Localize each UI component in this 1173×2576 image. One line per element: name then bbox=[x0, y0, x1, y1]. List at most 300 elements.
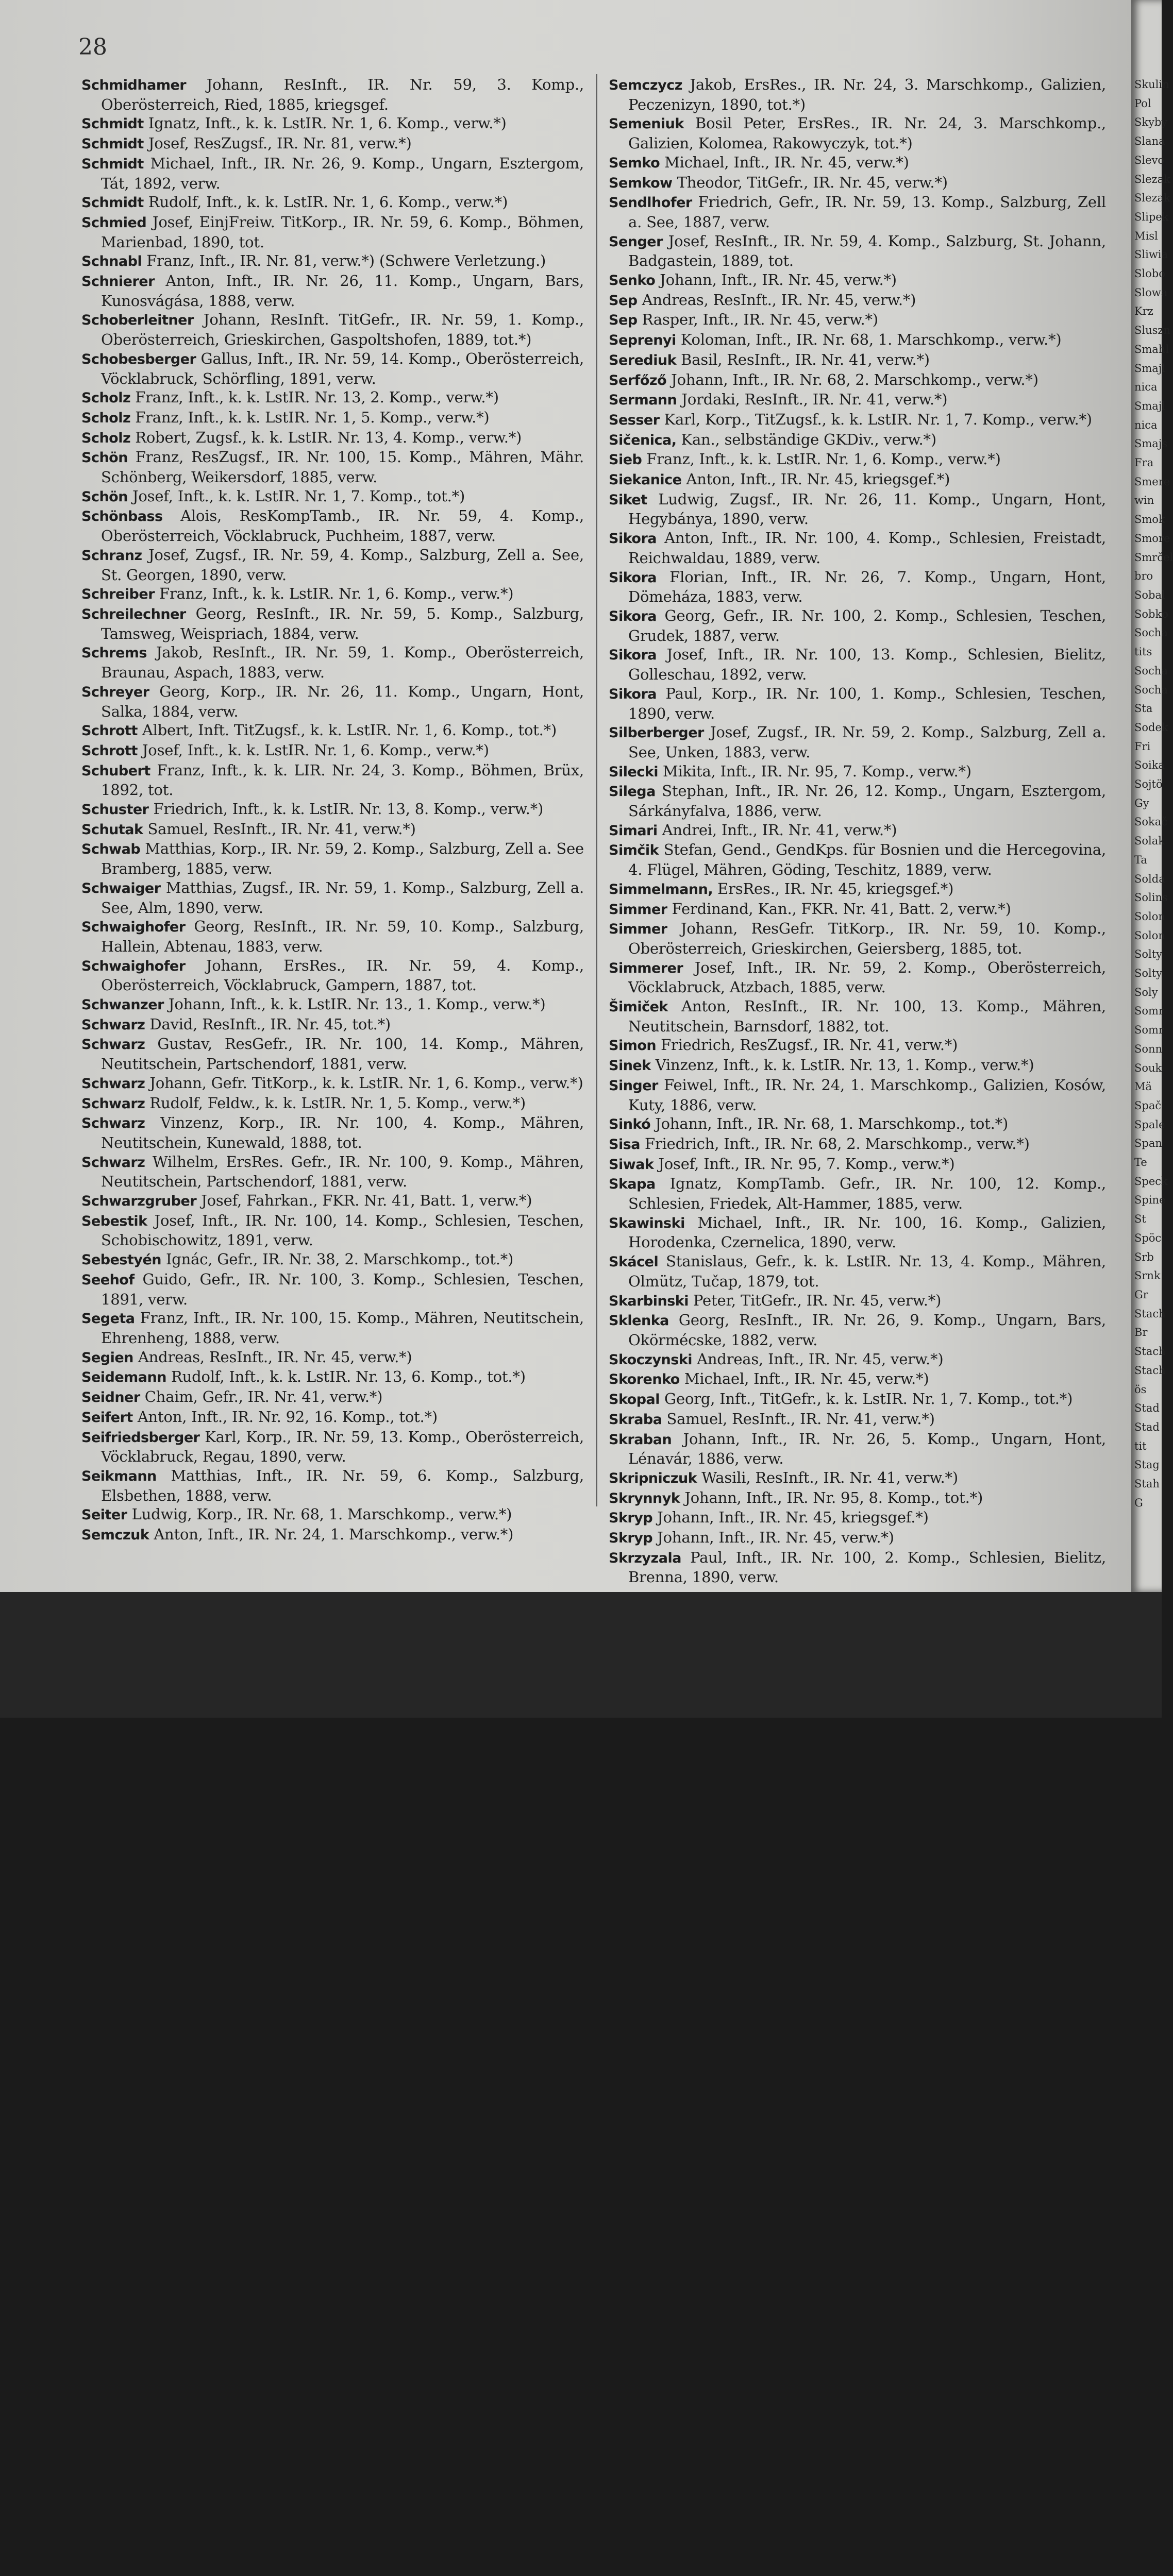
entry-details: Johann, Gefr. TitKorp., k. k. LstIR. Nr. 1, 6. Komp., verw.*) bbox=[145, 1074, 583, 1092]
entry-details: Josef, Zugsf., IR. Nr. 59, 4. Komp., Salzburg, Zell a. See, St. Georgen, 1890, verw. bbox=[101, 546, 584, 584]
register-entry bbox=[609, 330, 1106, 350]
next-page-fragment: Solins bbox=[1134, 891, 1168, 904]
entry-details: Josef, Inft., IR. Nr. 100, 13. Komp., Schlesien, Bielitz, Golleschau, 1892, verw. bbox=[628, 646, 1106, 684]
entry-surname: Skraban bbox=[609, 1431, 672, 1448]
next-page-fragment: Smrčel bbox=[1134, 551, 1173, 564]
next-page-fragment: Smore bbox=[1134, 532, 1170, 545]
entry-surname: Schranz bbox=[81, 547, 142, 564]
entry-surname: Seifriedsberger bbox=[81, 1429, 200, 1446]
entry-details: Ignatz, KompTamb. Gefr., IR. Nr. 100, 12. Komp., Schlesien, Friedek, Alt-Hammer, 1885, verw. bbox=[628, 1175, 1106, 1213]
entry-details: Georg, Inft., TitGefr., k. k. LstIR. Nr. 1, 7. Komp., tot.*) bbox=[660, 1390, 1073, 1408]
entry-surname: Schrott bbox=[81, 723, 138, 739]
register-entry bbox=[81, 1191, 584, 1211]
entry-details: Jakob, ErsRes., IR. Nr. 24, 3. Marschkomp., Galizien, Peczenizyn, 1890, tot.*) bbox=[628, 76, 1106, 113]
entry-surname: Schuster bbox=[81, 802, 149, 818]
entry-details: Mikita, Inft., IR. Nr. 95, 7. Komp., verw.*) bbox=[658, 762, 971, 780]
entry-details: Josef, EinjFreiw. TitKorp., IR. Nr. 59, 6. Komp., Böhmen, Marienbad, 1890, tot. bbox=[101, 213, 584, 251]
next-page-fragment: Br bbox=[1134, 1326, 1148, 1339]
entry-details: Franz, Inft., k. k. LstIR. Nr. 1, 6. Komp., verw.*) bbox=[642, 450, 1001, 468]
entry-details: Stanislaus, Gefr., k. k. LstIR. Nr. 13, 4. Komp., Mähren, Olmütz, Tučap, 1879, tot. bbox=[628, 1252, 1106, 1290]
register-entry bbox=[81, 800, 584, 820]
register-entry bbox=[81, 1428, 584, 1466]
next-page-fragment: Misl bbox=[1134, 229, 1158, 242]
next-page-fragment: Smajl bbox=[1134, 362, 1166, 375]
entry-details: Anton, Inft., IR. Nr. 92, 16. Komp., tot.*) bbox=[132, 1408, 438, 1426]
entry-details: Franz, Inft., k. k. LstIR. Nr. 1, 5. Komp., verw.*) bbox=[130, 408, 490, 426]
entry-details: Michael, Inft., IR. Nr. 45, verw.*) bbox=[679, 1370, 929, 1388]
entry-surname: Šimiček bbox=[609, 999, 668, 1015]
next-page-fragment: Speck bbox=[1134, 1175, 1168, 1188]
entry-details: Jakob, ResInft., IR. Nr. 59, 1. Komp., Oberösterreich, Braunau, Aspach, 1883, verw. bbox=[101, 643, 584, 682]
register-entry bbox=[81, 349, 584, 388]
next-page-fragment: Srb bbox=[1134, 1250, 1154, 1263]
register-entry bbox=[609, 490, 1106, 529]
register-entry bbox=[609, 410, 1106, 430]
entry-surname: Schwanzer bbox=[81, 997, 164, 1013]
entry-surname: Sep bbox=[609, 292, 638, 309]
next-page-fragment: Ta bbox=[1134, 853, 1147, 866]
entry-details: Andreas, ResInft., IR. Nr. 45, verw.*) bbox=[133, 1348, 412, 1366]
entry-surname: Schmied bbox=[81, 214, 147, 231]
entry-details: Rasper, Inft., IR. Nr. 45, verw.*) bbox=[637, 311, 878, 329]
register-entry bbox=[609, 723, 1106, 761]
register-entry bbox=[81, 584, 584, 604]
entry-details: Friedrich, ResZugsf., IR. Nr. 41, verw.*) bbox=[656, 1036, 958, 1054]
register-entry bbox=[609, 1410, 1106, 1430]
entry-surname: Schön bbox=[81, 450, 128, 466]
entry-surname: Simmerer bbox=[609, 960, 683, 976]
next-page-fragment: Krz bbox=[1134, 305, 1153, 318]
register-entry bbox=[81, 1408, 584, 1428]
register-entry bbox=[609, 821, 1106, 841]
entry-details: Matthias, Zugsf., IR. Nr. 59, 1. Komp., Salzburg, Zell a. See, Alm, 1890, verw. bbox=[101, 878, 584, 917]
entry-surname: Serediuk bbox=[609, 352, 677, 368]
register-entry bbox=[609, 114, 1106, 152]
entry-surname: Sebestyén bbox=[81, 1252, 162, 1268]
register-entry bbox=[609, 1468, 1106, 1488]
next-page-fragment: Soly bbox=[1134, 986, 1158, 998]
entry-details: Florian, Inft., IR. Nr. 26, 7. Komp., Ungarn, Hont, Dömeháza, 1883, verw. bbox=[628, 568, 1106, 606]
register-entry bbox=[81, 878, 584, 917]
entry-details: Ignatz, Inft., k. k. LstIR. Nr. 1, 6. Komp., verw.*) bbox=[143, 114, 507, 132]
entry-details: Georg, ResInft., IR. Nr. 59, 5. Komp., Salzburg, Tamsweg, Weispriach, 1884, verw. bbox=[101, 604, 584, 642]
entry-details: Franz, Inft., IR. Nr. 81, verw.*) (Schwere Verletzung.) bbox=[142, 252, 546, 270]
next-page-fragment: Stach bbox=[1134, 1364, 1166, 1377]
register-entry bbox=[81, 682, 584, 721]
register-entry bbox=[609, 390, 1106, 410]
entry-surname: Schwab bbox=[81, 841, 141, 858]
entry-details: Johann, ResInft. TitGefr., IR. Nr. 59, 1. Komp., Oberösterreich, Grieskirchen, Gaspoltshofen, 1889, tot.*) bbox=[101, 311, 584, 349]
next-page-fragment: Gy bbox=[1134, 796, 1149, 809]
register-entry bbox=[609, 879, 1106, 900]
entry-details: Peter, TitGefr., IR. Nr. 45, verw.*) bbox=[689, 1291, 942, 1309]
register-entry bbox=[81, 1466, 584, 1505]
entry-surname: Schmidt bbox=[81, 195, 144, 211]
entry-details: Gallus, Inft., IR. Nr. 59, 14. Komp., Oberösterreich, Vöcklabruck, Schörfling, 1891, verw. bbox=[101, 349, 584, 387]
entry-surname: Segien bbox=[81, 1349, 133, 1366]
entry-details: Jordaki, ResInft., IR. Nr. 41, verw.*) bbox=[677, 391, 948, 409]
entry-details: Andreas, ResInft., IR. Nr. 45, verw.*) bbox=[637, 291, 916, 309]
entry-surname: Schwarz bbox=[81, 1037, 145, 1053]
register-entry bbox=[81, 310, 584, 349]
next-page-fragment: Solty bbox=[1134, 967, 1163, 980]
next-page-fragment: Spač bbox=[1134, 1099, 1162, 1112]
entry-surname: Schreiber bbox=[81, 586, 155, 603]
entry-details: Georg, ResInft., IR. Nr. 26, 9. Komp., Ungarn, Bars, Okörmécske, 1882, verw. bbox=[628, 1311, 1106, 1349]
entry-surname: Scholz bbox=[81, 410, 131, 426]
register-entry bbox=[609, 1076, 1106, 1114]
entry-details: Ignác, Gefr., IR. Nr. 38, 2. Marschkomp., tot.*) bbox=[161, 1250, 514, 1268]
register-entry bbox=[81, 995, 584, 1015]
next-page-fragment: Solon bbox=[1134, 929, 1165, 942]
next-page-fragment: bro bbox=[1134, 570, 1153, 583]
register-entry bbox=[609, 568, 1106, 606]
register-entry bbox=[81, 272, 584, 310]
register-entry bbox=[81, 1113, 584, 1152]
next-page-fragment: Stah bbox=[1134, 1478, 1160, 1490]
entry-surname: Simmer bbox=[609, 901, 667, 918]
register-entry bbox=[81, 388, 584, 408]
entry-details: Friedrich, Inft., IR. Nr. 68, 2. Marschkomp., verw.*) bbox=[640, 1134, 1030, 1153]
next-page-fragment: Slezak bbox=[1134, 192, 1170, 205]
entry-details: Josef, Zugsf., IR. Nr. 59, 2. Komp., Salzburg, Zell a. See, Unken, 1883, verw. bbox=[628, 723, 1106, 761]
entry-surname: Siekanice bbox=[609, 472, 682, 488]
next-page-fragment: Slobo bbox=[1134, 267, 1165, 280]
entry-surname: Seidner bbox=[81, 1389, 140, 1406]
next-page-fragment: St bbox=[1134, 1213, 1146, 1226]
register-entry bbox=[609, 606, 1106, 645]
entry-details: Matthias, Inft., IR. Nr. 59, 6. Komp., Salzburg, Elsbethen, 1888, verw. bbox=[101, 1466, 584, 1504]
register-entry bbox=[81, 1211, 584, 1250]
next-page-fragment: tits bbox=[1134, 646, 1152, 658]
entry-surname: Scholz bbox=[81, 390, 131, 406]
entry-surname: Sikora bbox=[609, 647, 657, 664]
next-page-fragment: Socha bbox=[1134, 664, 1168, 677]
register-entry bbox=[81, 1387, 584, 1408]
column-divider bbox=[596, 74, 597, 1506]
entry-surname: Schreyer bbox=[81, 684, 149, 700]
entry-details: Johann, Inft., IR. Nr. 68, 2. Marschkomp., verw.*) bbox=[666, 370, 1038, 388]
next-page-fragment: Gr bbox=[1134, 1289, 1148, 1301]
next-page-fragment: Fri bbox=[1134, 740, 1151, 753]
register-entry bbox=[81, 1505, 584, 1525]
next-page-fragment: Sodek bbox=[1134, 721, 1168, 734]
register-entry bbox=[81, 1153, 584, 1191]
next-page-fragment: Soika bbox=[1134, 759, 1165, 772]
entry-surname: Schnabl bbox=[81, 253, 142, 270]
entry-surname: Schönbass bbox=[81, 509, 163, 525]
entry-surname: Skryp bbox=[609, 1530, 653, 1547]
entry-surname: Siwak bbox=[609, 1156, 654, 1173]
entry-details: Basil, ResInft., IR. Nr. 41, verw.*) bbox=[676, 350, 930, 368]
next-page-fragment: Slevo bbox=[1134, 154, 1165, 166]
entry-surname: Serfőző bbox=[609, 372, 667, 388]
entry-surname: Sičenica, bbox=[609, 432, 677, 448]
next-page-fragment: Smajl bbox=[1134, 399, 1166, 412]
entry-surname: Schnierer bbox=[81, 274, 155, 290]
register-entry bbox=[81, 643, 584, 682]
register-entry bbox=[609, 1548, 1106, 1587]
entry-details: Johann, ErsRes., IR. Nr. 59, 4. Komp., Oberösterreich, Vöcklabruck, Gampern, 1887, tot. bbox=[101, 956, 584, 994]
entry-surname: Sieb bbox=[609, 452, 642, 468]
entry-surname: Sep bbox=[609, 312, 638, 329]
next-page-fragment: Solak bbox=[1134, 835, 1165, 848]
entry-surname: Skácel bbox=[609, 1254, 659, 1270]
entry-details: Paul, Korp., IR. Nr. 100, 1. Komp., Schlesien, Teschen, 1890, verw. bbox=[628, 684, 1106, 722]
entry-details: Karl, Korp., TitZugsf., k. k. LstIR. Nr. 1, 7. Komp., verw.*) bbox=[659, 410, 1092, 428]
entry-details: Georg, Korp., IR. Nr. 26, 11. Komp., Ungarn, Hont, Salka, 1884, verw. bbox=[101, 682, 584, 720]
entry-surname: Semkow bbox=[609, 175, 673, 191]
next-page-fragment: Souk bbox=[1134, 1061, 1162, 1074]
register-entry bbox=[609, 1056, 1106, 1076]
register-entry bbox=[81, 604, 584, 643]
entry-surname: Semeniuk bbox=[609, 116, 684, 132]
next-page-fragment: Smahl bbox=[1134, 343, 1169, 355]
entry-details: Josef, Inft., IR. Nr. 100, 14. Komp., Schlesien, Teschen, Schobischowitz, 1891, verw. bbox=[101, 1211, 584, 1249]
register-entry bbox=[81, 820, 584, 840]
next-page-fragment: Smere bbox=[1134, 475, 1170, 488]
entry-surname: Seikmann bbox=[81, 1468, 157, 1484]
register-entry bbox=[609, 1155, 1106, 1175]
entry-details: Josef, Inft., k. k. LstIR. Nr. 1, 6. Komp., verw.*) bbox=[137, 741, 489, 759]
entry-details: Albert, Inft. TitZugsf., k. k. LstIR. Nr. 1, 6. Komp., tot.*) bbox=[137, 721, 557, 739]
entry-details: Vinzenz, Inft., k. k. LstIR. Nr. 13, 1. Komp., verw.*) bbox=[650, 1056, 1034, 1074]
entry-surname: Sikora bbox=[609, 569, 657, 586]
entry-surname: Schubert bbox=[81, 762, 150, 779]
entry-surname: Schmidt bbox=[81, 116, 144, 132]
entry-surname: Schwaiger bbox=[81, 880, 161, 896]
entry-details: Josef, Fahrkan., FKR. Nr. 41, Batt. 1, verw.*) bbox=[196, 1192, 532, 1210]
entry-surname: Senko bbox=[609, 273, 656, 289]
register-entry bbox=[81, 487, 584, 507]
entry-details: Samuel, ResInft., IR. Nr. 41, verw.*) bbox=[662, 1410, 935, 1428]
entry-details: Andrei, Inft., IR. Nr. 41, verw.*) bbox=[657, 821, 897, 839]
register-entry bbox=[609, 291, 1106, 311]
register-entry bbox=[81, 1035, 584, 1073]
entry-details: Franz, Inft., k. k. LstIR. Nr. 13, 2. Komp., verw.*) bbox=[130, 388, 499, 406]
register-entry bbox=[609, 430, 1106, 450]
entry-details: Wilhelm, ErsRes. Gefr., IR. Nr. 100, 9. Komp., Mähren, Neutitschein, Partschendorf, 1881, verw. bbox=[101, 1153, 584, 1191]
entry-surname: Singer bbox=[609, 1077, 658, 1094]
entry-details: Anton, Inft., IR. Nr. 26, 11. Komp., Ungarn, Bars, Kunosvágása, 1888, verw. bbox=[101, 272, 584, 310]
entry-details: Michael, Inft., IR. Nr. 45, verw.*) bbox=[660, 153, 909, 171]
register-entry bbox=[609, 370, 1106, 391]
entry-surname: Schwarz bbox=[81, 1154, 145, 1171]
register-entry bbox=[609, 645, 1106, 684]
entry-surname: Sikora bbox=[609, 686, 657, 702]
next-page-fragment: Sliwia bbox=[1134, 248, 1168, 261]
entry-surname: Sendlhofer bbox=[609, 195, 692, 211]
register-entry bbox=[609, 1430, 1106, 1468]
register-entry bbox=[609, 684, 1106, 723]
register-entry bbox=[81, 251, 584, 272]
entry-details: Michael, Inft., IR. Nr. 100, 16. Komp., Galizien, Horodenka, Czernelica, 1890, verw. bbox=[628, 1213, 1106, 1251]
next-page-fragment: Stach bbox=[1134, 1345, 1166, 1358]
register-entry bbox=[81, 134, 584, 154]
entry-details: David, ResInft., IR. Nr. 45, tot.*) bbox=[145, 1015, 391, 1033]
register-entry bbox=[609, 1488, 1106, 1509]
entry-surname: Sesser bbox=[609, 412, 660, 428]
next-page-fragment: Solty bbox=[1134, 948, 1163, 961]
entry-details: Bosil Peter, ErsRes., IR. Nr. 24, 3. Marschkomp., Galizien, Kolomea, Rakowyczyk, tot.*) bbox=[628, 114, 1106, 152]
register-entry bbox=[609, 1389, 1106, 1410]
next-page-fragment: Sojtö bbox=[1134, 778, 1163, 791]
register-entry bbox=[609, 470, 1106, 490]
register-entry bbox=[81, 448, 584, 486]
entry-details: Koloman, Inft., IR. Nr. 68, 1. Marschkomp., verw.*) bbox=[676, 331, 1062, 349]
entry-surname: Schwarz bbox=[81, 1095, 145, 1112]
register-entry bbox=[81, 1348, 584, 1368]
entry-details: Franz, Inft., k. k. LIR. Nr. 24, 3. Komp., Böhmen, Brüx, 1892, tot. bbox=[101, 761, 584, 799]
entry-surname: Simmelmann, bbox=[609, 881, 713, 897]
register-entry bbox=[81, 546, 584, 584]
entry-surname: Simon bbox=[609, 1038, 657, 1054]
register-entry bbox=[81, 741, 584, 761]
next-page-fragment: Skyby bbox=[1134, 116, 1168, 129]
entry-details: Chaim, Gefr., IR. Nr. 41, verw.*) bbox=[140, 1388, 383, 1406]
next-page-fragment: nica bbox=[1134, 381, 1158, 394]
next-page-fragment: tit bbox=[1134, 1439, 1147, 1452]
entry-surname: Skrynnyk bbox=[609, 1490, 680, 1506]
entry-details: ErsRes., IR. Nr. 45, kriegsgef.*) bbox=[713, 879, 954, 897]
register-entry bbox=[609, 193, 1106, 231]
register-entry bbox=[609, 1508, 1106, 1528]
register-entry bbox=[609, 1369, 1106, 1389]
entry-details: Michael, Inft., IR. Nr. 26, 9. Komp., Ungarn, Esztergom, Tát, 1892, verw. bbox=[101, 154, 584, 192]
register-entry bbox=[609, 1114, 1106, 1134]
entry-details: Rudolf, Feldw., k. k. LstIR. Nr. 1, 5. Komp., verw.*) bbox=[145, 1094, 526, 1112]
register-entry bbox=[609, 1252, 1106, 1291]
register-entry bbox=[81, 1250, 584, 1270]
entry-surname: Schwarz bbox=[81, 1075, 145, 1092]
next-page-fragment: nica bbox=[1134, 418, 1158, 431]
register-entry bbox=[609, 1036, 1106, 1056]
entry-surname: Sermann bbox=[609, 392, 677, 409]
next-page-fragment: Slipek bbox=[1134, 210, 1169, 223]
left-column bbox=[81, 75, 584, 1545]
entry-surname: Sinkó bbox=[609, 1116, 651, 1133]
entry-details: Andreas, Inft., IR. Nr. 45, verw.*) bbox=[692, 1350, 944, 1368]
entry-surname: Sikora bbox=[609, 531, 657, 547]
next-page-edge bbox=[1131, 0, 1173, 1592]
entry-details: Robert, Zugsf., k. k. LstIR. Nr. 13, 4. Komp., verw.*) bbox=[130, 428, 522, 446]
next-page-fragment: Mä bbox=[1134, 1080, 1152, 1093]
register-entry bbox=[609, 1213, 1106, 1252]
next-page-fragment: Somr bbox=[1134, 1024, 1164, 1037]
entry-surname: Siket bbox=[609, 492, 647, 508]
register-entry bbox=[609, 958, 1106, 997]
entry-surname: Sebestik bbox=[81, 1213, 147, 1229]
entry-surname: Seprenyi bbox=[609, 332, 676, 349]
next-page-fragment: Spale bbox=[1134, 1118, 1165, 1131]
entry-details: Anton, Inft., IR. Nr. 100, 4. Komp., Schlesien, Freistadt, Reichwaldau, 1889, verw. bbox=[628, 529, 1106, 567]
entry-surname: Sinek bbox=[609, 1058, 651, 1074]
next-page-fragment: Stag bbox=[1134, 1459, 1160, 1471]
register-entry bbox=[609, 310, 1106, 330]
register-entry bbox=[609, 1134, 1106, 1155]
register-entry bbox=[609, 782, 1106, 820]
entry-surname: Skapa bbox=[609, 1176, 656, 1193]
entry-details: Stefan, Gend., GendKps. für Bosnien und die Hercegovina, 4. Flügel, Mähren, Göding, Teschitz, 1889, verw. bbox=[628, 841, 1106, 879]
next-page-fragment: Slezak bbox=[1134, 173, 1170, 185]
next-page-fragment: Smajs bbox=[1134, 437, 1168, 450]
entry-details: Theodor, TitGefr., IR. Nr. 45, verw.*) bbox=[672, 173, 948, 191]
entry-details: Josef, Inft., k. k. LstIR. Nr. 1, 7. Komp., tot.*) bbox=[127, 487, 465, 505]
entry-surname: Skorenko bbox=[609, 1371, 680, 1388]
entry-surname: Schrems bbox=[81, 645, 147, 662]
register-entry bbox=[81, 917, 584, 956]
page-number: 28 bbox=[78, 34, 107, 60]
entry-details: Paul, Inft., IR. Nr. 100, 2. Komp., Schlesien, Bielitz, Brenna, 1890, verw. bbox=[628, 1548, 1106, 1586]
entry-surname: Silega bbox=[609, 784, 656, 800]
entry-details: Gustav, ResGefr., IR. Nr. 100, 14. Komp., Mähren, Neutitschein, Partschendorf, 1881, verw. bbox=[101, 1035, 584, 1073]
entry-surname: Schwarz bbox=[81, 1016, 145, 1033]
entry-details: Wasili, ResInft., IR. Nr. 41, verw.*) bbox=[697, 1468, 958, 1486]
entry-surname: Schön bbox=[81, 488, 128, 505]
entry-details: Vinzenz, Korp., IR. Nr. 100, 4. Komp., Mähren, Neutitschein, Kunewald, 1888, tot. bbox=[101, 1114, 584, 1151]
viewer-footer bbox=[0, 1592, 1162, 1718]
register-entry bbox=[609, 1291, 1106, 1311]
register-entry bbox=[609, 919, 1106, 958]
right-column bbox=[609, 75, 1106, 1587]
entry-surname: Schutak bbox=[81, 821, 143, 838]
entry-details: Johann, Inft., IR. Nr. 95, 8. Komp., tot.*) bbox=[680, 1488, 983, 1506]
register-entry bbox=[609, 153, 1106, 173]
entry-details: Johann, Inft., IR. Nr. 68, 1. Marschkomp., tot.*) bbox=[650, 1115, 1009, 1133]
next-page-fragment: Sobal bbox=[1134, 588, 1165, 601]
entry-details: Johann, ResInft., IR. Nr. 59, 3. Komp., Oberösterreich, Ried, 1885, kriegsgef. bbox=[101, 76, 584, 113]
entry-surname: Schmidt bbox=[81, 136, 144, 152]
entry-surname: Schmidt bbox=[81, 156, 144, 172]
next-page-fragment: Span bbox=[1134, 1137, 1162, 1150]
entry-surname: Skrzyzala bbox=[609, 1550, 681, 1566]
entry-surname: Semczycz bbox=[609, 77, 682, 93]
entry-surname: Schwaighofer bbox=[81, 958, 186, 974]
next-page-fragment: Srnk bbox=[1134, 1269, 1161, 1282]
register-entry bbox=[81, 1015, 584, 1035]
entry-details: Friedrich, Gefr., IR. Nr. 59, 13. Komp., Salzburg, Zell a. See, 1887, verw. bbox=[628, 193, 1106, 231]
entry-details: Franz, Inft., k. k. LstIR. Nr. 1, 6. Komp., verw.*) bbox=[155, 585, 514, 603]
next-page-fragment: Spöc bbox=[1134, 1231, 1162, 1244]
entry-details: Georg, Gefr., IR. Nr. 100, 2. Komp., Schlesien, Teschen, Grudek, 1887, verw. bbox=[628, 606, 1106, 645]
entry-surname: Simčik bbox=[609, 842, 659, 859]
next-page-fragment: Socha bbox=[1134, 626, 1168, 639]
entry-details: Anton, Inft., IR. Nr. 45, kriegsgef.*) bbox=[681, 470, 950, 488]
next-page-fragment: Somr bbox=[1134, 1005, 1164, 1018]
entry-surname: Schrott bbox=[81, 742, 138, 759]
next-page-fragment: Stad bbox=[1134, 1402, 1160, 1415]
register-entry bbox=[81, 1367, 584, 1387]
register-entry bbox=[81, 506, 584, 545]
register-entry bbox=[81, 154, 584, 193]
register-entry bbox=[609, 997, 1106, 1036]
entry-surname: Semczuk bbox=[81, 1527, 149, 1544]
entry-surname: Seidemann bbox=[81, 1369, 166, 1386]
register-entry bbox=[81, 1074, 584, 1094]
register-entry bbox=[81, 193, 584, 213]
register-entry bbox=[81, 839, 584, 878]
register-entry bbox=[81, 956, 584, 995]
register-entry bbox=[609, 450, 1106, 470]
next-page-fragment: Sokač bbox=[1134, 816, 1168, 828]
next-page-fragment: Te bbox=[1134, 1156, 1147, 1169]
register-entry bbox=[609, 1528, 1106, 1548]
entry-details: Karl, Korp., IR. Nr. 59, 13. Komp., Oberösterreich, Vöcklabruck, Regau, 1890, verw. bbox=[101, 1428, 584, 1466]
entry-details: Johann, Inft., IR. Nr. 26, 5. Komp., Ungarn, Hont, Lénavár, 1886, verw. bbox=[628, 1430, 1106, 1468]
entry-details: Rudolf, Inft., k. k. LstIR. Nr. 13, 6. Komp., tot.*) bbox=[166, 1368, 526, 1386]
entry-surname: Schoberleitner bbox=[81, 312, 194, 329]
register-entry bbox=[609, 529, 1106, 567]
